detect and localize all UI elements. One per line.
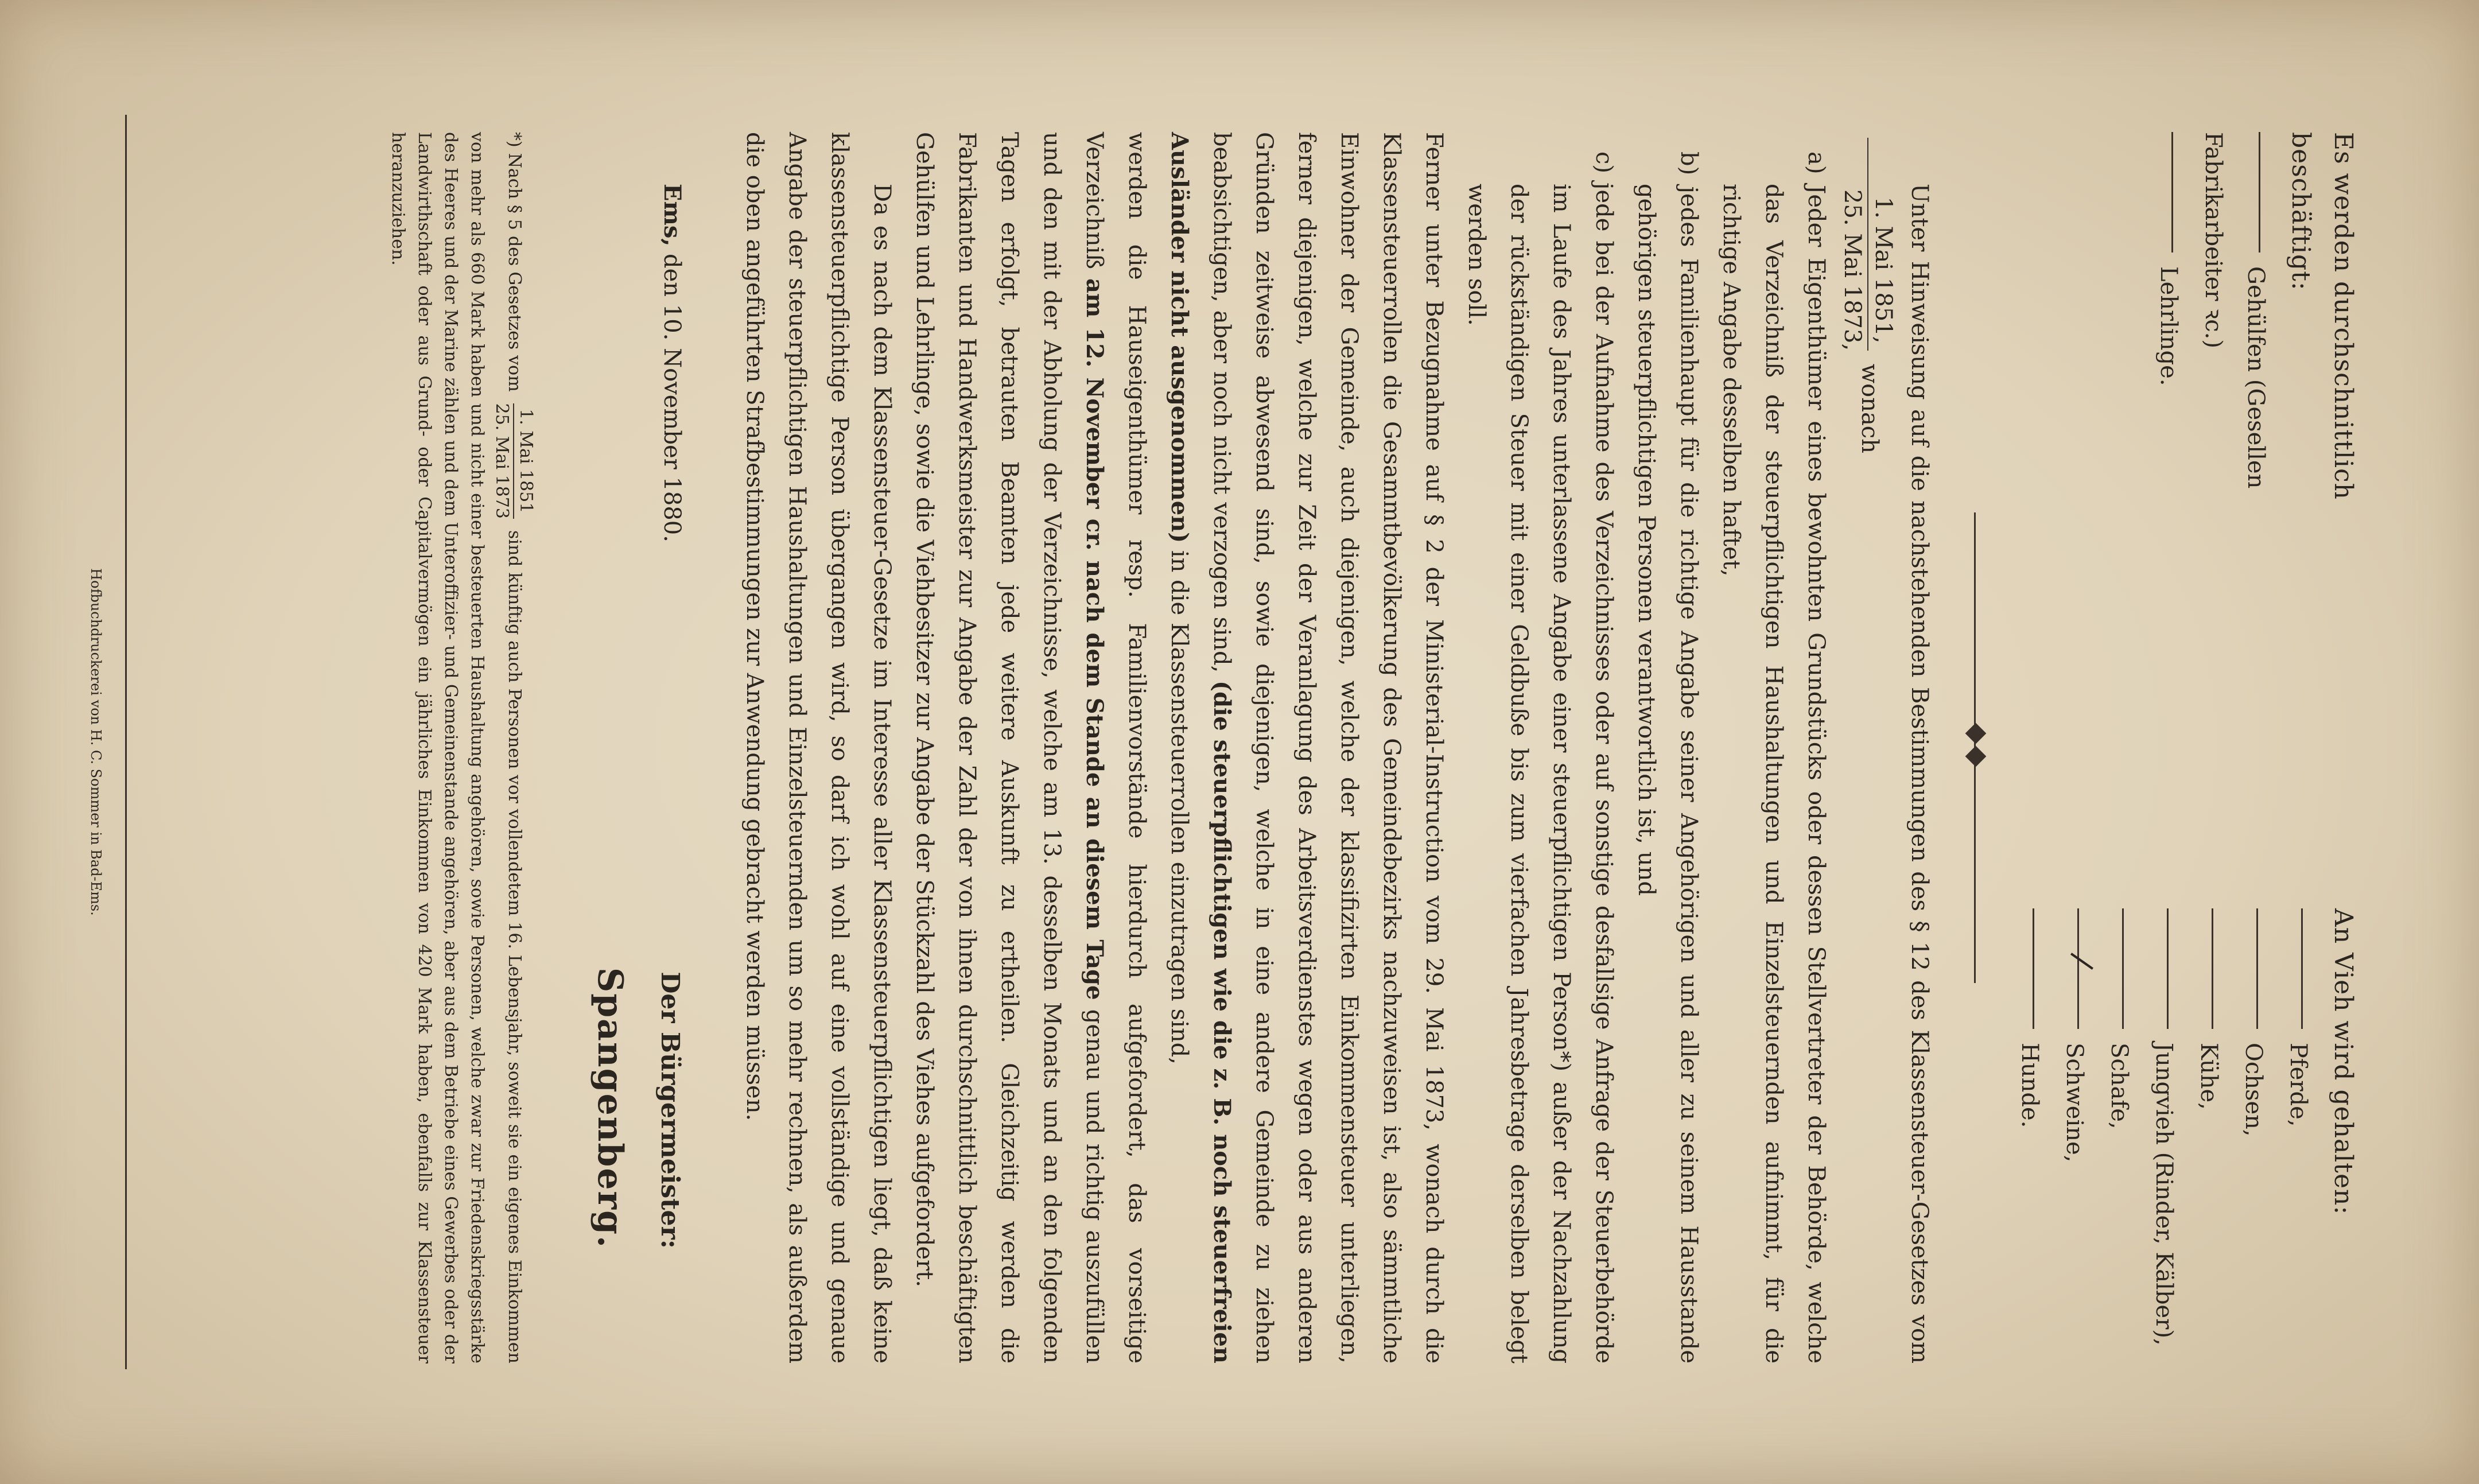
blank-line[interactable] [2167,908,2169,1029]
blank-line[interactable] [2259,132,2261,252]
livestock-block [2006,587,2364,1363]
livestock-line[interactable]: Hunde. [2008,908,2051,1363]
footnote: *) Nach § 5 des Gesetzes vom 1. Mai 1851 25. Mai 1873 sind künftig auch Personen vor vollendetem 16. Lebensjahr, soweit sie ein eigenes Einkommen von mehr als 660 Mark haben und nicht einer besteuerten Haushaltung angehören, sowie Personen, welche zwar zur Friedenskriegsstärke des Heeres und der Marine zählen und dem Unteroffizier- und Gemeinenstande angehören, aber aus dem Betriebe eines Gewerbes oder der Landwirthschaft oder aus Grund- oder Capitalvermögen ein jährliches Einkommen von 420 Mark haben, ebenfalls zur Klassensteuer heranzuziehen. [388,132,536,1364]
provision-c: c) jede bei der Aufnahme des Verzeichnisses oder auf sonstige desfallsige Anfrage der Steuerbehörde im Laufe des Jahres unterlassene Angabe einer steuerpflichtigen Person*) außer der Nachzahlung der rückständigen Steuer mit einer Geldbuße bis zum vierfachen Jahresbetrage derselben belegt werden soll. [1463,151,1617,1363]
blank-line[interactable] [2078,908,2080,1029]
header-row [2006,132,2364,1363]
workers-line[interactable]: Gehülfen (Gesellen Fabrikarbeiter ꝛc.) [2200,132,2269,489]
footnote-law-dates: 1. Mai 1851 25. Mai 1873 [492,403,536,519]
livestock-line[interactable]: Pferde, [2277,908,2319,1363]
blank-line[interactable] [2302,908,2303,1029]
blank-line[interactable] [2123,908,2124,1029]
provision-a: a) Jeder Eigenthümer eines bewohnten Grundstücks oder dessen Stellvertreter der Behörde, welche das Verzeichniß der steuerpflichtigen Haushaltungen und Einzelsteuernden aufnimmt, für die richtige Angabe desselben haftet, [1718,151,1829,1363]
provision-b: b) jedes Familienhaupt für die richtige Angabe seiner Angehörigen und aller zu seinem Hausstande gehörigen steuerpflichtigen Personen verantwortlich ist, und [1633,151,1702,1363]
livestock-line[interactable]: Kühe, [2187,908,2230,1363]
workers-block [2006,132,2364,587]
request-paragraph: werden die Hauseigenthümer resp. Familienvorstände hierdurch aufgefordert, das vorseitige Verzeichniß am 12. November cr. nach dem Stande an diesem Tage genau und richtig auszufüllen und den mit der Abholung der Verzeichnisse, welche am 13. desselben Monats und an den folgenden Tagen erfolgt, betrauten Beamten jede weitere Auskunft zu ertheilen. Gleichzeitig werden die Fabrikanten und Handwerksmeister zur Angabe der Zahl der von ihnen durchschnittlich beschäftigten Gehülfen und Lehrlinge, sowie die Viehbesitzer zur Angabe der Stückzahl des Viehes aufgefordert. [911,132,1150,1364]
closing-paragraph: Da es nach dem Klassensteuer-Gesetze im Interesse aller Klassensteuerpflichtigen liegt, daß keine klassensteuerpflichtige Person übergangen wird, so darf ich wohl auf eine vollständige und genaue Angabe der steuerpflichtigen Haushaltungen und Einzelsteuernden um so mehr rechnen, als außerdem die oben angeführten Strafbestimmungen zur Anwendung gebracht werden müssen. [741,132,895,1363]
intro-paragraph: Unter Hinweisung auf die nachstehenden Bestimmungen des § 12 des Klassensteuer-Gesetzes vom 1. Mai 1851, 25. Mai 1873, wonach [1837,132,1941,1363]
blank-line[interactable] [2033,908,2035,1029]
ornament-divider [1964,512,1987,983]
place-date: Ems, den 10. November 1880. [659,184,686,542]
livestock-line[interactable]: Schafe, [2098,908,2140,1363]
livestock-line[interactable]: Schweine, [2053,908,2096,1363]
law-dates: 1. Mai 1851, 25. Mai 1873, [1837,138,1898,351]
workers-heading: Es werden durchschnittlich beschäftigt: [2286,132,2358,500]
blank-line[interactable] [2212,908,2214,1029]
workers-line[interactable]: Lehrlinge. [2147,132,2190,587]
signature-title: Der Bürgermeister: [655,972,685,1249]
signature-name: Spangenberg. [590,967,630,1249]
printer-imprint: Hofbuchdruckerei von H. C. Sommer in Bad-Ems. [75,115,127,1369]
livestock-line[interactable]: Jungvieh (Rinder, Kälber), [2143,908,2185,1363]
blank-line[interactable] [2257,908,2259,1029]
instruction-paragraph: Ferner unter Bezugnahme auf § 2 der Ministerial-Instruction vom 29. Mai 1873, wonach durch die Klassensteuerrollen die Gesammtbevölkerung des Gemeindebezirks nachzuweisen ist, also sämmtliche Einwohner der Gemeinde, auch diejenigen, welche der klassifizirten Einkommensteuer unterliegen, ferner diejenigen, welche zur Zeit der Veranlagung des Arbeitsverdienstes wegen oder aus anderen Gründen zeitweise abwesend sind, sowie diejenigen, welche in eine andere Gemeinde zu ziehen beabsichtigen, aber noch nicht verzogen sind, (die steuerpflichtigen wie die z. B. noch steuerfreien Ausländer nicht ausgenommen) in die Klassensteuerrollen einzutragen sind, [1166,132,1447,1363]
livestock-heading: An Vieh wird gehalten: [2329,908,2358,1215]
blank-line[interactable] [2172,132,2174,252]
livestock-line[interactable]: Ochsen, [2232,908,2275,1363]
